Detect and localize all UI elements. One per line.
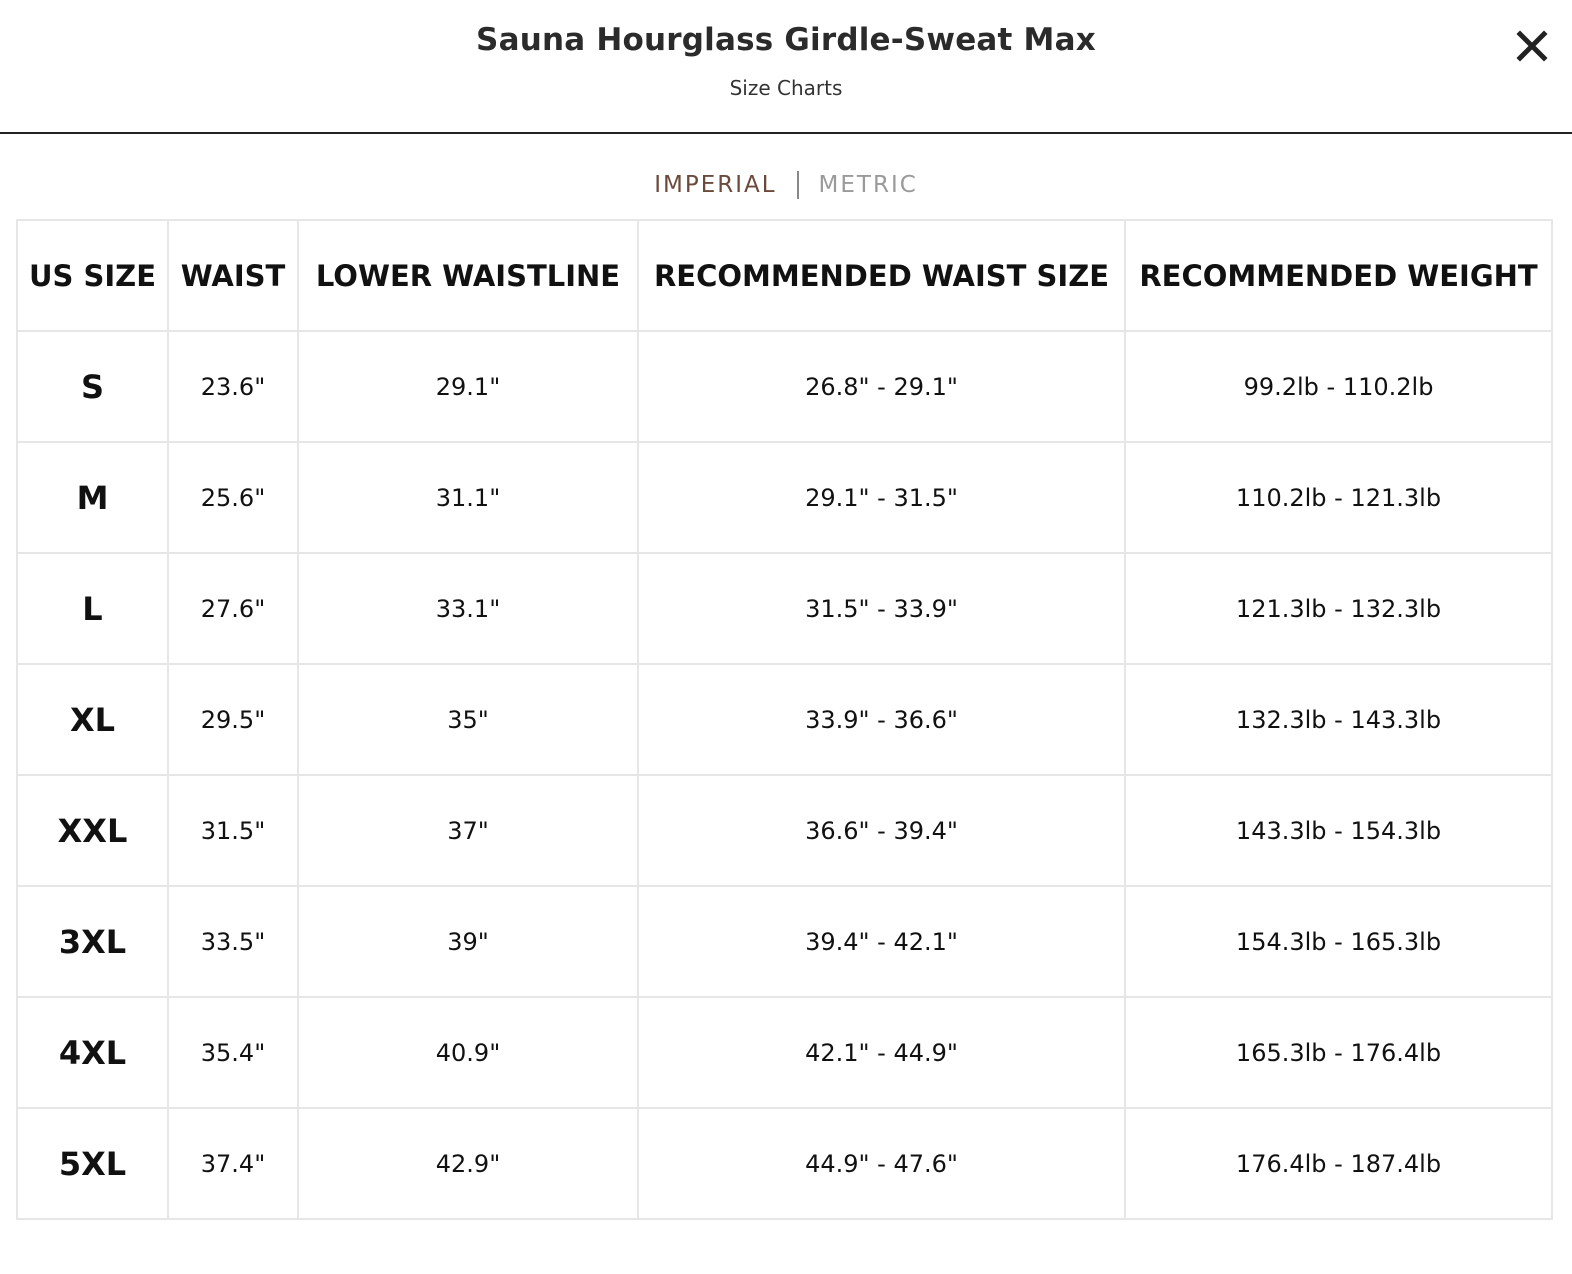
modal-header	[0, 0, 1572, 134]
close-button[interactable]	[1512, 26, 1552, 66]
recommended-weight-cell: 165.3lb - 176.4lb	[1125, 997, 1552, 1108]
unit-switcher	[0, 166, 1572, 202]
recommended-weight-cell: 154.3lb - 165.3lb	[1125, 886, 1552, 997]
unit-divider	[797, 171, 799, 199]
waist-cell: 37.4"	[168, 1108, 298, 1219]
lower-waistline-cell: 42.9"	[298, 1108, 638, 1219]
column-header-lower-waistline: LOWER WAISTLINE	[298, 220, 638, 331]
table-header-row	[17, 220, 1552, 331]
recommended-waist-cell: 29.1" - 31.5"	[638, 442, 1125, 553]
lower-waistline-cell: 33.1"	[298, 553, 638, 664]
page-subtitle: Size Charts	[729, 76, 843, 100]
waist-cell: 27.6"	[168, 553, 298, 664]
size-cell: XL	[17, 664, 168, 775]
size-cell: M	[17, 442, 168, 553]
tab-metric[interactable]: METRIC	[818, 171, 918, 198]
size-cell: XXL	[17, 775, 168, 886]
recommended-weight-cell: 176.4lb - 187.4lb	[1125, 1108, 1552, 1219]
page-title: Sauna Hourglass Girdle-Sweat Max	[476, 22, 1096, 58]
table-row	[17, 664, 1552, 775]
table-row	[17, 331, 1552, 442]
tab-imperial[interactable]: IMPERIAL	[654, 171, 777, 198]
recommended-waist-cell: 36.6" - 39.4"	[638, 775, 1125, 886]
column-header-recommended-weight: RECOMMENDED WEIGHT	[1125, 220, 1552, 331]
table-row	[17, 553, 1552, 664]
recommended-weight-cell: 132.3lb - 143.3lb	[1125, 664, 1552, 775]
lower-waistline-cell: 37"	[298, 775, 638, 886]
table-row	[17, 775, 1552, 886]
table-row	[17, 997, 1552, 1108]
recommended-waist-cell: 39.4" - 42.1"	[638, 886, 1125, 997]
recommended-waist-cell: 26.8" - 29.1"	[638, 331, 1125, 442]
size-cell: S	[17, 331, 168, 442]
lower-waistline-cell: 31.1"	[298, 442, 638, 553]
size-cell: 4XL	[17, 997, 168, 1108]
waist-cell: 25.6"	[168, 442, 298, 553]
size-chart-table	[16, 219, 1553, 1220]
lower-waistline-cell: 35"	[298, 664, 638, 775]
close-icon	[1512, 26, 1552, 66]
recommended-weight-cell: 110.2lb - 121.3lb	[1125, 442, 1552, 553]
size-cell: 5XL	[17, 1108, 168, 1219]
lower-waistline-cell: 29.1"	[298, 331, 638, 442]
waist-cell: 29.5"	[168, 664, 298, 775]
waist-cell: 31.5"	[168, 775, 298, 886]
table-row	[17, 886, 1552, 997]
recommended-weight-cell: 99.2lb - 110.2lb	[1125, 331, 1552, 442]
waist-cell: 35.4"	[168, 997, 298, 1108]
recommended-weight-cell: 121.3lb - 132.3lb	[1125, 553, 1552, 664]
column-header-waist: WAIST	[168, 220, 298, 331]
waist-cell: 33.5"	[168, 886, 298, 997]
lower-waistline-cell: 40.9"	[298, 997, 638, 1108]
recommended-waist-cell: 33.9" - 36.6"	[638, 664, 1125, 775]
lower-waistline-cell: 39"	[298, 886, 638, 997]
recommended-waist-cell: 44.9" - 47.6"	[638, 1108, 1125, 1219]
recommended-waist-cell: 31.5" - 33.9"	[638, 553, 1125, 664]
table-row	[17, 442, 1552, 553]
waist-cell: 23.6"	[168, 331, 298, 442]
size-cell: 3XL	[17, 886, 168, 997]
table-row	[17, 1108, 1552, 1219]
recommended-waist-cell: 42.1" - 44.9"	[638, 997, 1125, 1108]
column-header-us-size: US SIZE	[17, 220, 168, 331]
recommended-weight-cell: 143.3lb - 154.3lb	[1125, 775, 1552, 886]
column-header-recommended-waist-size: RECOMMENDED WAIST SIZE	[638, 220, 1125, 331]
size-cell: L	[17, 553, 168, 664]
